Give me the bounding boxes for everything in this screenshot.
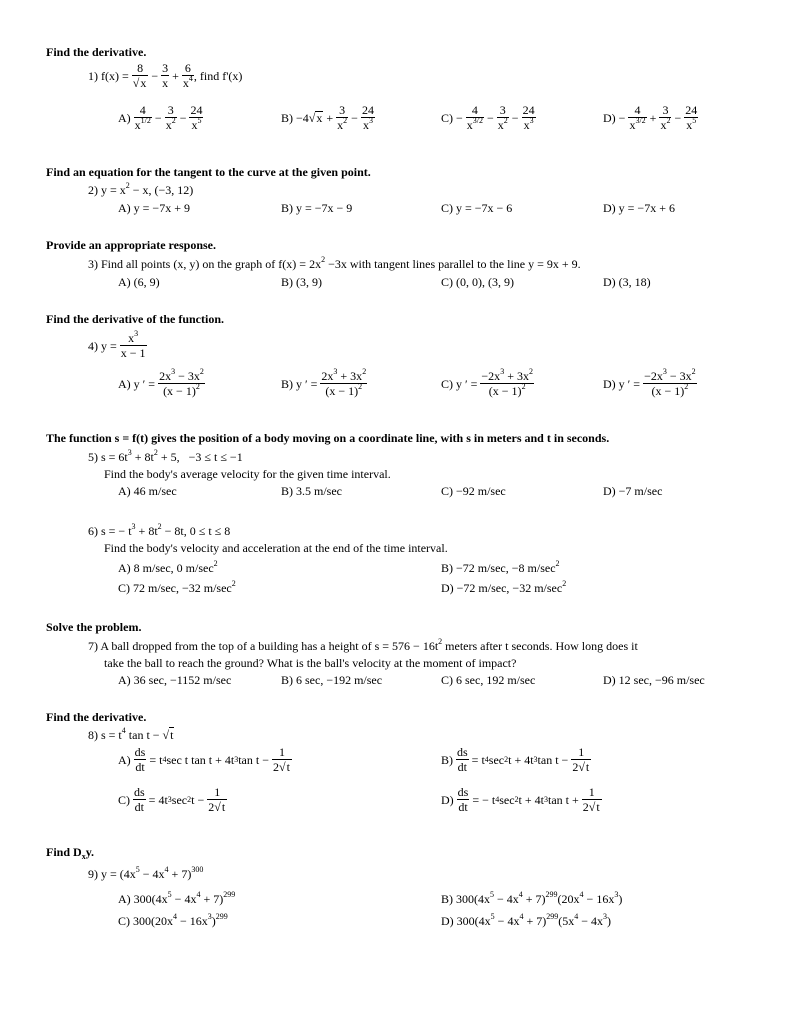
question-6: 6) s = − $t^3 + 8t^2 - 8t$, 0 ≤ t ≤ 8 xyxy=(88,522,231,538)
choice-9c[interactable]: C) $300(20x^4 - 16x^3)^{299}$ xyxy=(118,912,228,928)
question-2: 2) $y = x^2 - x$, (−3, 12) xyxy=(88,181,194,197)
choice-3d[interactable]: D) (3, 18) xyxy=(603,275,651,289)
choice-8c[interactable]: C) ds dt = 4t 3 sec 2 t − 1 2√t xyxy=(118,785,226,814)
section-heading: Solve the problem. xyxy=(46,620,142,634)
question-8: 8) $s = t^4$ tan t − √t xyxy=(88,726,174,742)
choice-6b[interactable]: B) −72 m/sec, −8 $m/\sec^2$ xyxy=(441,559,560,575)
question-5: 5) $s = 6t^3 + 8t^2 + 5$, −3 ≤ t ≤ −1 xyxy=(88,448,243,464)
question-6-instruction: Find the body's velocity and acceleration at the end of the time interval. xyxy=(104,541,448,555)
choice-5d[interactable]: D) −7 m/sec xyxy=(603,484,663,498)
choice-1c[interactable]: C) − $\frac{4}{x^{3/2}}$ − 3 $x^2$ − 24 $x^3$ xyxy=(441,103,535,132)
choice-6a[interactable]: A) 8 m/sec, 0 $m/\sec^2$ xyxy=(118,559,218,575)
section-heading: Find the derivative. xyxy=(46,45,147,59)
choice-2b[interactable]: B) y = −7x − 9 xyxy=(281,201,353,215)
section-heading: Find an equation for the tangent to the curve at the given point. xyxy=(46,165,371,179)
choice-4d[interactable]: D) y ′ = $\frac{-2x^3 - 3x^2}{(x - 1)^2}$ xyxy=(603,367,696,398)
choice-8b[interactable]: B) ds dt = t 4 sec 2 t + 4t 3 tan t − 1 2√t xyxy=(441,745,590,774)
choice-6c[interactable]: C) 72 m/sec, −32 $m/\sec^2$ xyxy=(118,579,236,595)
choice-9d[interactable]: D) $300(4x^5 - 4x^4 + 7)^{299}(5x^4 - 4x^3)$ xyxy=(441,912,611,928)
question-1: 1) f(x) = $\frac{8}{√x}$ − 3 x + 6 $x^4$ , find f'(x) xyxy=(88,61,243,90)
choice-8a[interactable]: A) ds dt = t 4 sec t tan t + 4t 3 tan t − 1 2√t xyxy=(118,745,290,774)
choice-7b[interactable]: B) 6 sec, −192 m/sec xyxy=(281,673,383,687)
choice-2a[interactable]: A) y = −7x + 9 xyxy=(118,201,190,215)
question-7-line2: take the ball to reach the ground? What is the ball's velocity at the moment of impact? xyxy=(104,656,517,670)
choice-8d[interactable]: D) ds dt = − t 4 sec 2 t + 4t 3 tan t + 1 2√t xyxy=(441,785,600,814)
choice-3c[interactable]: C) (0, 0), (3, 9) xyxy=(441,275,514,289)
choice-2c[interactable]: C) y = −7x − 6 xyxy=(441,201,513,215)
section-heading: Find $D_xy$. xyxy=(46,845,95,861)
choice-3a[interactable]: A) (6, 9) xyxy=(118,275,160,289)
question-9: 9) $y = (4x^5 - 4x^4 + 7)^{300}$ xyxy=(88,865,204,881)
question-7: 7) A ball dropped from the top of a building has a height of $s = 576 - 16t^2$ meters after t seconds. How long does it xyxy=(88,637,638,653)
choice-7a[interactable]: A) 36 sec, −1152 m/sec xyxy=(118,673,232,687)
choice-9a[interactable]: A) $300(4x^5 - 4x^4 + 7)^{299}$ xyxy=(118,890,236,906)
choice-5a[interactable]: A) 46 m/sec xyxy=(118,484,177,498)
choice-4a[interactable]: A) y ′ = $\frac{2x^3 - 3x^2}{(x - 1)^2}$ xyxy=(118,367,204,398)
choice-1b[interactable]: B) −4 √ x + 3 $x^2$ − 24 $x^3$ xyxy=(281,103,374,132)
question-4: 4) y = $\frac{x^3}{x - 1}$ xyxy=(88,329,146,360)
choice-1d[interactable]: D) − $\frac{4}{x^{3/2}}$ + 3 $x^2$ − 24 $x^5$ xyxy=(603,103,698,132)
question-3: 3) Find all points (x, y) on the graph of $f(x) = 2x^2 -3x$ with tangent lines parallel to the line y = 9x + 9. xyxy=(88,255,581,271)
choice-3b[interactable]: B) (3, 9) xyxy=(281,275,322,289)
choice-5c[interactable]: C) −92 m/sec xyxy=(441,484,506,498)
choice-5b[interactable]: B) 3.5 m/sec xyxy=(281,484,342,498)
section-heading: Find the derivative of the function. xyxy=(46,312,224,326)
section-heading: The function s = f(t) gives the position of a body moving on a coordinate line, with s in meters and t in seconds. xyxy=(46,431,610,445)
choice-4c[interactable]: C) y ′ = $\frac{-2x^3 + 3x^2}{(x - 1)^2}$ xyxy=(441,367,533,398)
choice-1a[interactable]: A) 4 $x^{1/2}$ − 3 $x^2$ − 24 $x^5$ xyxy=(118,103,203,132)
choice-7d[interactable]: D) 12 sec, −96 m/sec xyxy=(603,673,705,687)
choice-6d[interactable]: D) −72 m/sec, −32 $m/\sec^2$ xyxy=(441,579,567,595)
choice-9b[interactable]: B) $300(4x^5 - 4x^4 + 7)^{299}(20x^4 - 16x^3)$ xyxy=(441,890,623,906)
choice-7c[interactable]: C) 6 sec, 192 m/sec xyxy=(441,673,536,687)
choice-2d[interactable]: D) y = −7x + 6 xyxy=(603,201,675,215)
question-5-instruction: Find the body's average velocity for the given time interval. xyxy=(104,467,391,481)
section-heading: Provide an appropriate response. xyxy=(46,238,217,252)
choice-4b[interactable]: B) y ′ = $\frac{2x^3 + 3x^2}{(x - 1)^2}$ xyxy=(281,367,367,398)
section-heading: Find the derivative. xyxy=(46,710,147,724)
